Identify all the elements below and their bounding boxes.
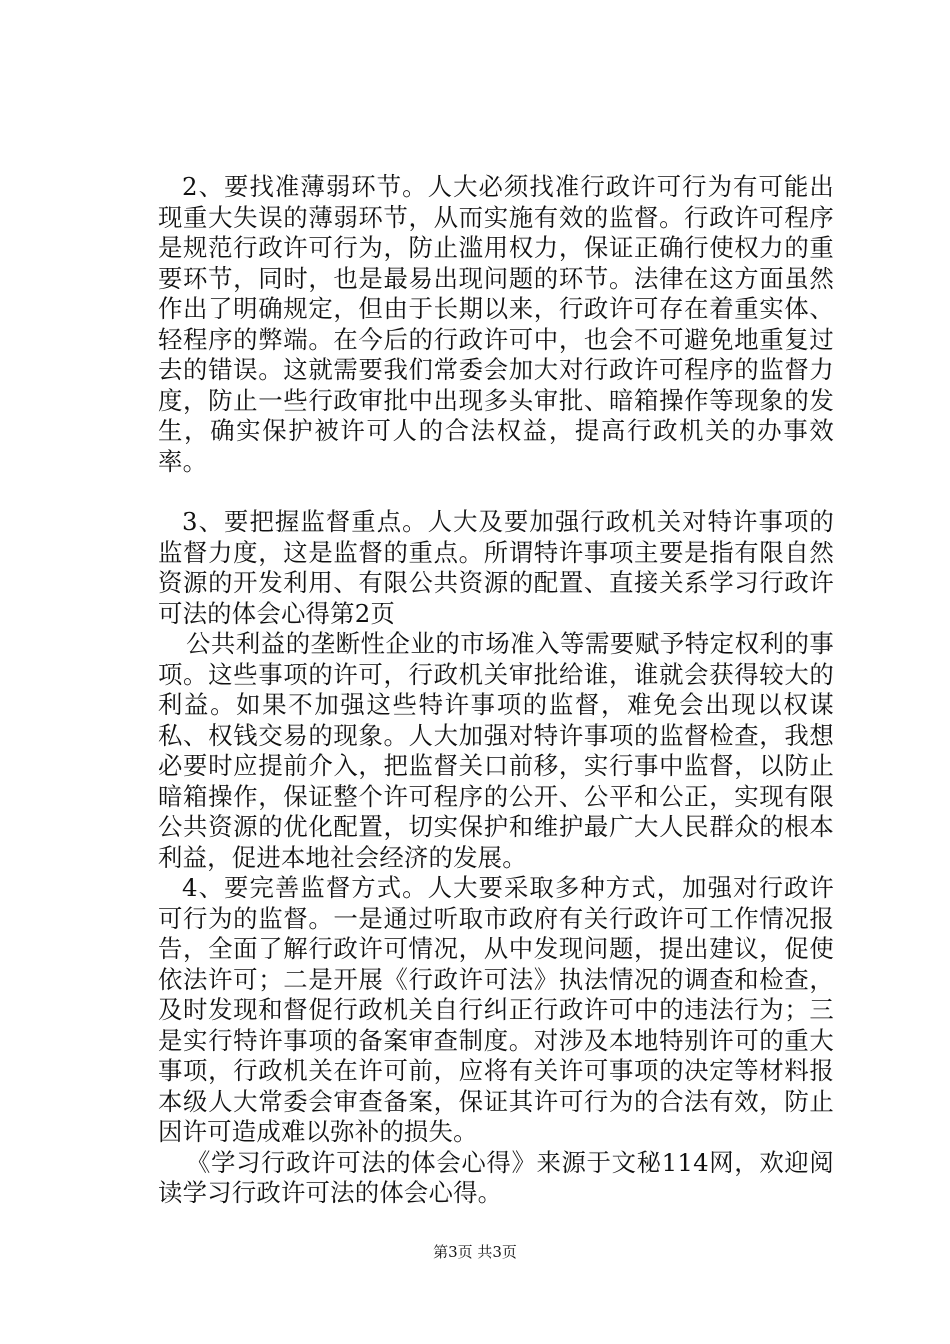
document-body — [158, 172, 834, 1209]
paragraph-gap — [158, 477, 834, 507]
paragraph-supervision-focus: 3、要把握监督重点。人大及要加强行政机关对特许事项的监督力度，这是监督的重点。所谓特许事项主要是指有限自然资源的开发利用、有限公共资源的配置、直接关系学习行政许可法的体会心得第2页 — [158, 507, 834, 628]
paragraph-source-note: 《学习行政许可法的体会心得》来源于文秘114网，欢迎阅读学习行政许可法的体会心得。 — [158, 1147, 834, 1207]
paragraph-public-interest: 公共利益的垄断性企业的市场准入等需要赋予特定权利的事项。这些事项的许可，行政机关审批给谁，谁就会获得较大的利益。如果不加强这些特许事项的监督，难免会出现以权谋私、权钱交易的现象。人大加强对特许事项的监督检查，我想必要时应提前介入，把监督关口前移，实行事中监督，以防止暗箱操作，保证整个许可程序的公开、公平和公正，实现有限公共资源的优化配置，切实保护和维护最广大人民群众的根本利益，促进本地社会经济的发展。 — [158, 629, 834, 872]
paragraph-weak-links: 2、要找准薄弱环节。人大必须找准行政许可行为有可能出现重大失误的薄弱环节，从而实施有效的监督。行政许可程序是规范行政许可行为，防止滥用权力，保证正确行使权力的重要环节，同时，也是最易出现问题的环节。法律在这方面虽然作出了明确规定，但由于长期以来，行政许可存在着重实体、轻程序的弊端。在今后的行政许可中，也会不可避免地重复过去的错误。这就需要我们常委会加大对行政许可程序的监督力度，防止一些行政审批中出现多头审批、暗箱操作等现象的发生，确实保护被许可人的合法权益，提高行政机关的办事效率。 — [158, 172, 834, 476]
paragraph-supervision-methods: 4、要完善监督方式。人大要采取多种方式，加强对行政许可行为的监督。一是通过听取市政府有关行政许可工作情况报告，全面了解行政许可情况，从中发现问题，提出建议，促使依法许可；二是开展《行政许可法》执法情况的调查和检查，及时发现和督促行政机关自行纠正行政许可中的违法行为；三是实行特许事项的备案审查制度。对涉及本地特别许可的重大事项，行政机关在许可前，应将有关许可事项的决定等材料报本级人大常委会审查备案，保证其许可行为的合法有效，防止因许可造成难以弥补的损失。 — [158, 873, 834, 1146]
page-number-footer: 第3页 共3页 — [433, 1243, 517, 1261]
